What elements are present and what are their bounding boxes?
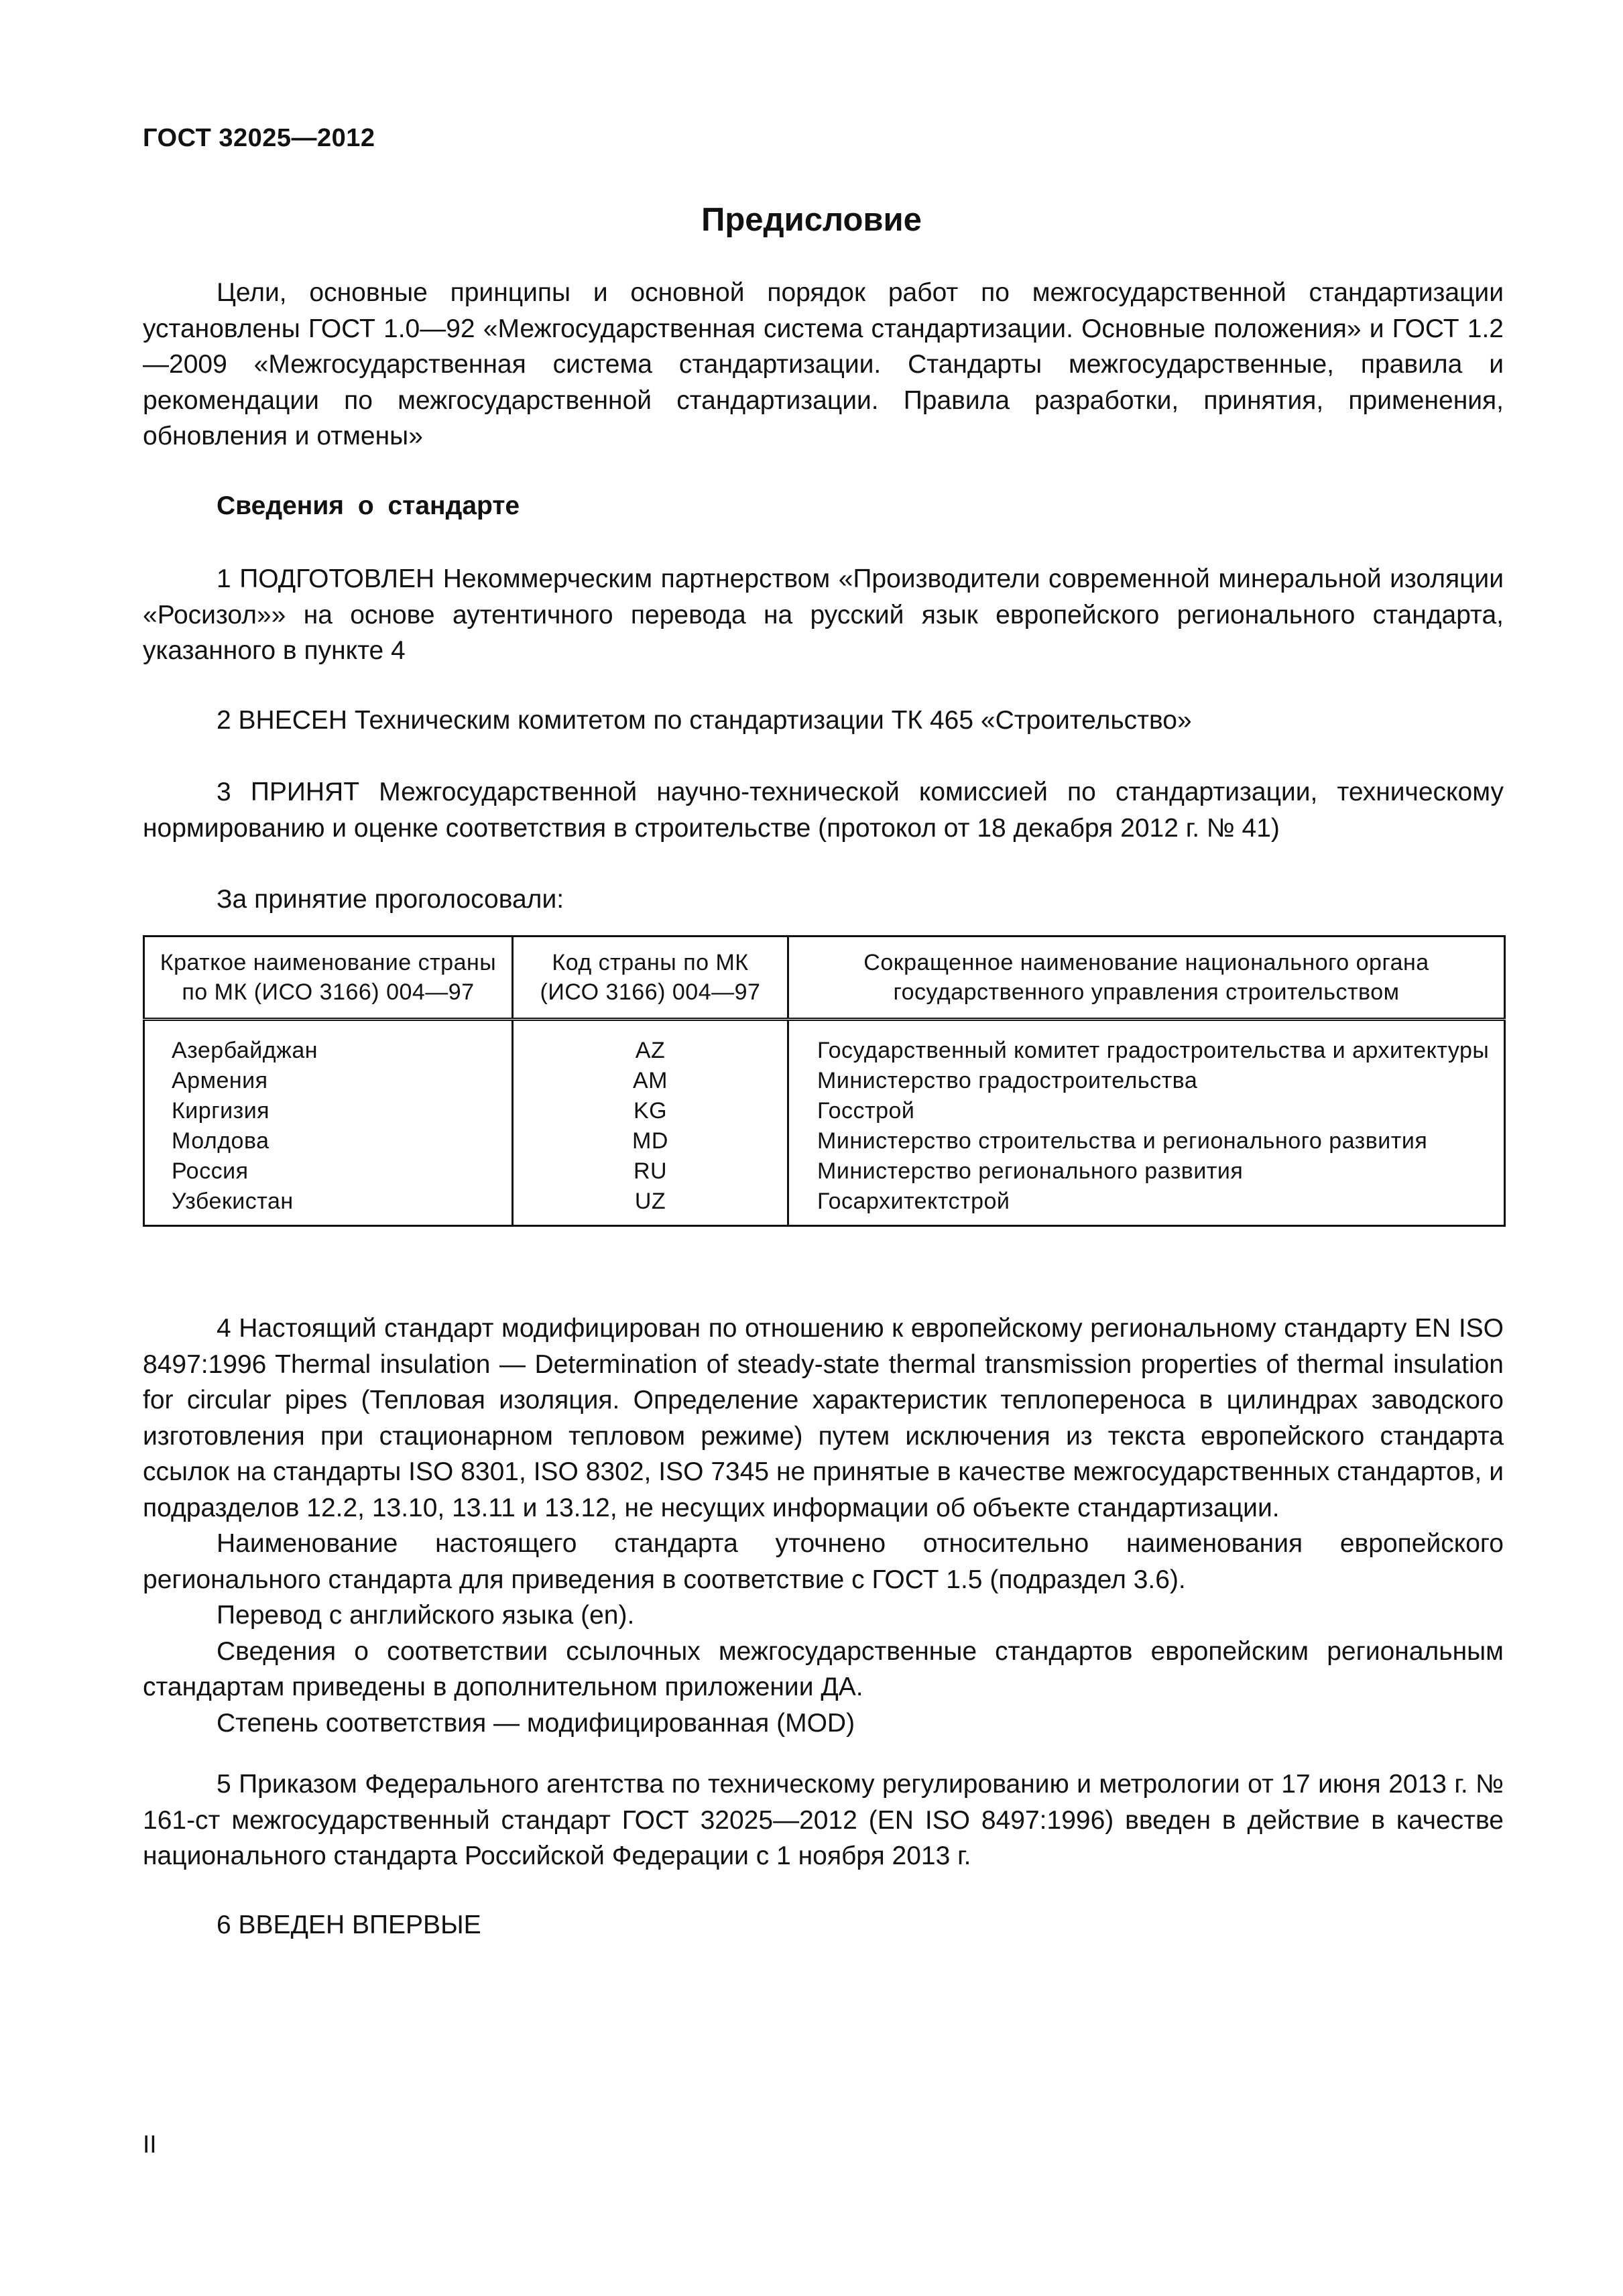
body-cell: Госстрой xyxy=(788,1096,1505,1126)
item-1-block xyxy=(143,561,1504,669)
intro-paragraph: Цели, основные принципы и основной порядок работ по межгосударственной стандартизации установлены ГОСТ 1.0—92 «Межгосударственная система стандартизации. Основные положения» и ГОСТ 1.2—2009 «Межгосударственная система стандартизации. Стандарты межгосударственные, правила и рекомендации по межгосударственной стандартизации. Правила разработки, принятия, применения, обновления и отмены» xyxy=(143,278,1504,450)
item-6-block xyxy=(143,1907,1504,1943)
code-cell: AZ xyxy=(513,1020,788,1067)
item-4-name-note: Наименование настоящего стандарта уточнено относительно наименования европейского регионального стандарта для приведения в соответствие с ГОСТ 1.5 (подраздел 3.6). xyxy=(143,1529,1504,1594)
table-row xyxy=(144,1187,1505,1226)
code-cell: KG xyxy=(513,1096,788,1126)
country-cell: Узбекистан xyxy=(144,1187,513,1226)
vote-label: За принятие проголосовали: xyxy=(217,885,564,914)
country-cell: Киргизия xyxy=(144,1096,513,1126)
country-cell: Азербайджан xyxy=(144,1020,513,1067)
code-cell: MD xyxy=(513,1126,788,1156)
code-cell: UZ xyxy=(513,1187,788,1226)
country-cell: Армения xyxy=(144,1066,513,1096)
body-cell: Министерство градостроительства xyxy=(788,1066,1505,1096)
table-row xyxy=(144,1156,1505,1187)
code-cell: AM xyxy=(513,1066,788,1096)
item-1-paragraph: 1 ПОДГОТОВЛЕН Некоммерческим партнерством «Производители современной минеральной изоляции «Росизол»» на основе аутентичного перевода на русский язык европейского регионального стандарта, указанного в пункте 4 xyxy=(143,564,1504,665)
body-cell: Государственный комитет градостроительства и архитектуры xyxy=(788,1020,1505,1067)
item-3-paragraph: 3 ПРИНЯТ Межгосударственной научно-технической комиссией по стандартизации, техническому нормированию и оценке соответствия в строительстве (протокол от 18 декабря 2012 г. № 41) xyxy=(143,778,1504,843)
header-national-body: Сокращенное наименование национального органа государственного управления строительством xyxy=(788,936,1505,1020)
item-4-block xyxy=(143,1311,1504,1741)
page-title: Предисловие xyxy=(701,202,922,238)
page-number: II xyxy=(143,2130,157,2158)
body-cell: Министерство строительства и регионального развития xyxy=(788,1126,1505,1156)
table-row xyxy=(144,1066,1505,1096)
table-row xyxy=(144,1126,1505,1156)
table-row xyxy=(144,1020,1505,1067)
table-row xyxy=(144,1096,1505,1126)
item-2-paragraph: 2 ВНЕСЕН Техническим комитетом по стандартизации ТК 465 «Строительство» xyxy=(217,706,1192,735)
item-3-block xyxy=(143,774,1504,846)
country-cell: Молдова xyxy=(144,1126,513,1156)
document-code: ГОСТ 32025—2012 xyxy=(143,124,375,152)
item-4-references-note: Сведения о соответствии ссылочных межгосударственные стандартов европейским региональным стандартам приведены в дополнительном приложении ДА. xyxy=(143,1636,1504,1701)
item-5-paragraph: 5 Приказом Федерального агентства по техническому регулированию и метрологии от 17 июня 2013 г. № 161-ст межгосударственный стандарт ГОСТ 32025—2012 (EN ISO 8497:1996) введен в действие в качестве национального стандарта Российской Федерации с 1 ноября 2013 г. xyxy=(143,1770,1504,1870)
country-cell: Россия xyxy=(144,1156,513,1187)
item-6-paragraph: 6 ВВЕДЕН ВПЕРВЫЕ xyxy=(217,1911,481,1939)
vote-table xyxy=(143,935,1506,1227)
item-4-paragraph: 4 Настоящий стандарт модифицирован по отношению к европейскому региональному стандарту EN ISO 8497:1996 Thermal insulation — Determination of steady-state thermal transmission properties of thermal insulation for circular pipes (Тепловая изоляция. Определение характеристик теплопереноса в цилиндрах заводского изготовления при стационарном тепловом режиме) путем исключения из текста европейского стандарта ссылок на стандарты ISO 8301, ISO 8302, ISO 7345 не принятые в качестве межгосударственных стандартов, и подразделов 12.2, 13.10, 13.11 и 13.12, не несущих информации об объекте стандартизации. xyxy=(143,1314,1504,1522)
vote-table-header-row xyxy=(144,936,1505,1020)
item-5-block xyxy=(143,1766,1504,1874)
header-country-code: Код страны по МК (ИСО 3166) 004—97 xyxy=(513,936,788,1020)
intro-paragraph-block xyxy=(143,275,1504,455)
body-cell: Госархитектстрой xyxy=(788,1187,1505,1226)
item-4-conformity-note: Степень соответствия — модифицированная (MOD) xyxy=(217,1708,855,1738)
header-country-name: Краткое наименование страны по МК (ИСО 3166) 004—97 xyxy=(144,936,513,1020)
code-cell: RU xyxy=(513,1156,788,1187)
section-heading: Сведения о стандарте xyxy=(217,491,520,520)
item-2-block xyxy=(143,703,1504,739)
body-cell: Министерство регионального развития xyxy=(788,1156,1505,1187)
item-4-translation-note: Перевод с английского языка (en). xyxy=(217,1601,635,1630)
